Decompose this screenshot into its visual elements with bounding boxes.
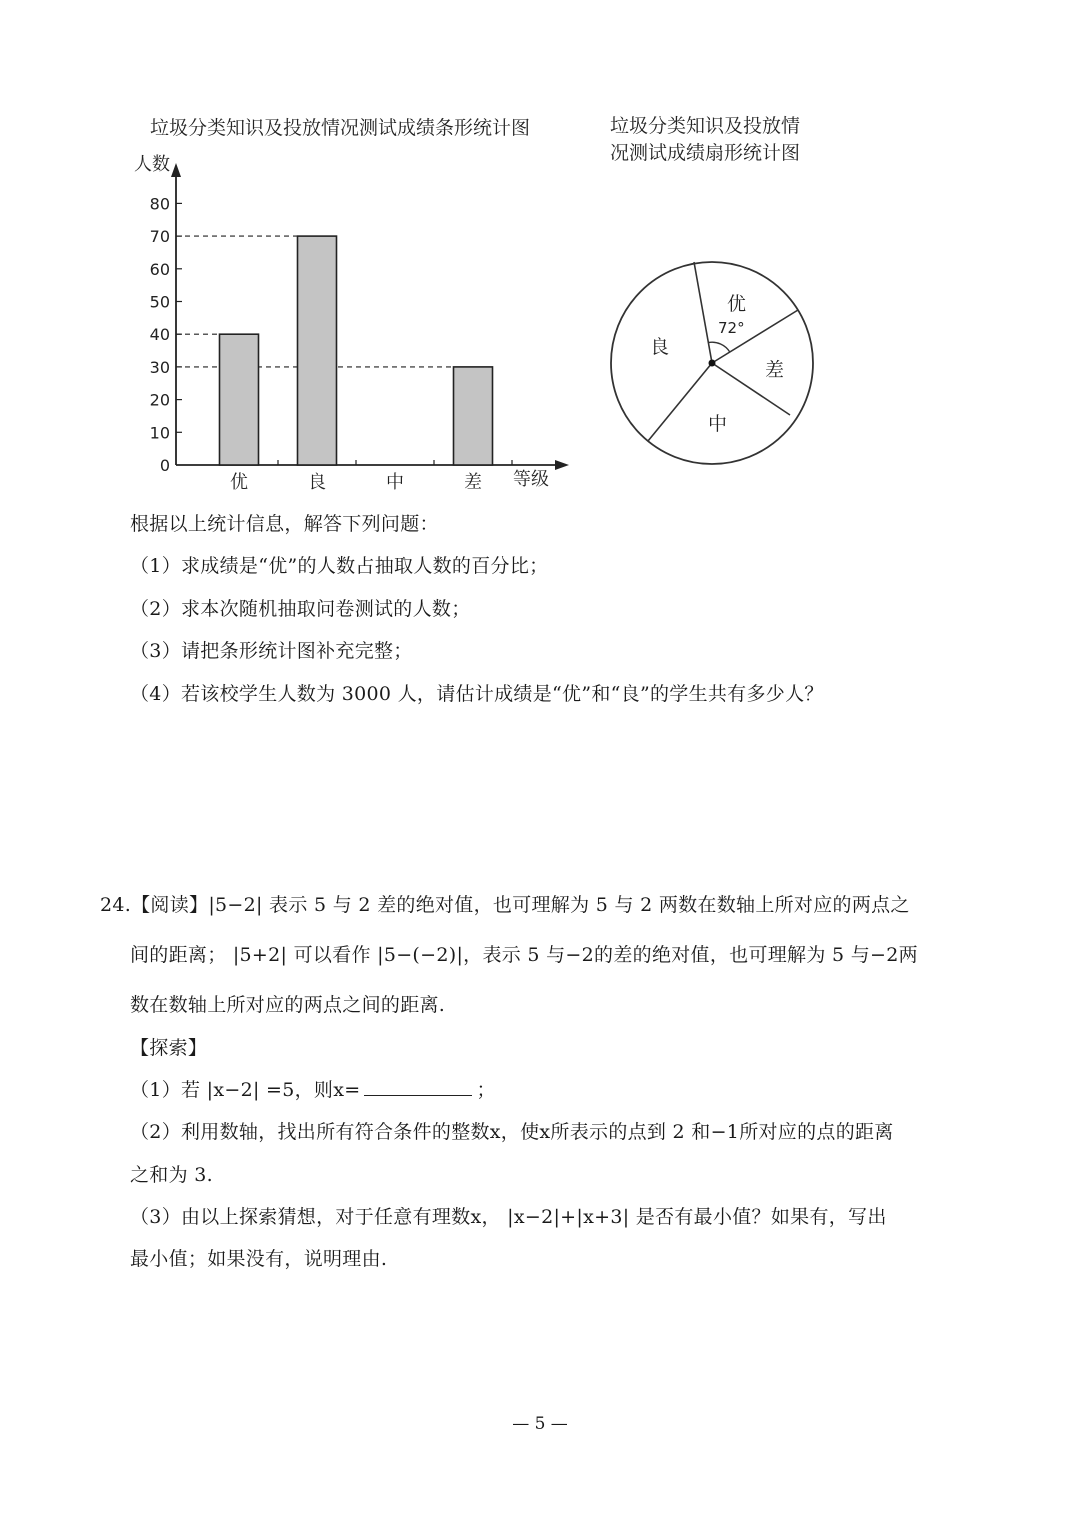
bar-chart-plot xyxy=(120,105,580,500)
bar xyxy=(220,334,259,465)
pie-title-line-1: 垃圾分类知识及投放情 xyxy=(610,115,801,137)
q23-item-1: （1）求成绩是“优”的人数占抽取人数的百分比； xyxy=(130,555,549,577)
bar xyxy=(298,236,337,465)
slice-label-you: 优 xyxy=(727,293,747,315)
x-tick-label: 优 xyxy=(230,472,248,493)
q23-item-2: （2）求本次随机抽取问卷测试的人数； xyxy=(130,598,471,620)
x-tick-label: 良 xyxy=(308,472,326,493)
q24-part-1-end: ； xyxy=(476,1079,496,1101)
q24-part-3-line-1: （3）由以上探索猜想，对于任意有理数x， |x−2|+|x+3| 是否有最小值？如果有，写出 xyxy=(130,1206,887,1228)
y-tick-label: 30 xyxy=(149,357,170,377)
x-tick-label: 中 xyxy=(386,472,404,493)
angle-arc xyxy=(708,342,729,352)
y-tick-label: 0 xyxy=(159,456,170,475)
q24-line-1: 24.【阅读】|5−2| 表示 5 与 2 差的绝对值，也可理解为 5 与 2 两数在数轴上所对应的两点之 xyxy=(100,894,910,916)
q24-part-3-line-2: 最小值；如果没有，说明理由. xyxy=(130,1248,388,1270)
bar xyxy=(454,367,493,465)
pie-center xyxy=(709,360,716,367)
y-tick-label: 80 xyxy=(149,194,170,214)
slice-label-cha: 差 xyxy=(765,359,785,381)
pie-chart-plot xyxy=(598,105,820,475)
slice-angle-label: 72° xyxy=(718,319,745,337)
q23-item-3: （3）请把条形统计图补充完整； xyxy=(130,640,413,662)
q24-line-2: 间的距离； |5+2| 可以看作 |5−(−2)|，表示 5 与−2的差的绝对值，也可理解为 5 与−2两 xyxy=(130,944,918,966)
y-tick-label: 70 xyxy=(149,227,170,247)
page-number: — 5 — xyxy=(512,1414,568,1434)
q24-part-2-line-2: 之和为 3. xyxy=(130,1164,213,1186)
y-tick-label: 10 xyxy=(149,423,170,443)
y-tick-label: 20 xyxy=(149,390,170,410)
x-axis-arrow xyxy=(555,460,569,470)
pie-divider-1 xyxy=(694,262,712,363)
y-axis-arrow xyxy=(171,163,181,177)
y-tick-label: 60 xyxy=(149,259,170,279)
q24-line-3: 数在数轴上所对应的两点之间的距离. xyxy=(130,994,446,1016)
q24-part-2-line-1: （2）利用数轴，找出所有符合条件的整数x，使x所表示的点到 2 和−1所对应的点的距离 xyxy=(130,1121,894,1143)
x-tick-label: 差 xyxy=(464,472,482,493)
pie-chart xyxy=(598,105,820,475)
slice-label-liang: 良 xyxy=(650,336,670,358)
bar-chart xyxy=(120,105,580,500)
q24-part-1-text: （1）若 |x−2| =5，则x= xyxy=(130,1079,361,1101)
q23-intro: 根据以上统计信息，解答下列问题： xyxy=(130,513,439,535)
bar-chart-title: 垃圾分类知识及投放情况测试成绩条形统计图 xyxy=(150,117,531,139)
pie-divider-4 xyxy=(648,363,712,441)
q24-part-1 xyxy=(130,1075,496,1102)
y-axis-label: 人数 xyxy=(134,154,170,175)
y-tick-label: 50 xyxy=(149,292,170,312)
x-axis-label: 等级 xyxy=(513,469,549,490)
pie-title-line-2: 况测试成绩扇形统计图 xyxy=(610,142,801,164)
y-tick-label: 40 xyxy=(149,325,170,345)
explore-heading: 【探索】 xyxy=(130,1037,208,1059)
slice-label-zhong: 中 xyxy=(708,413,728,435)
answer-blank[interactable] xyxy=(364,1077,472,1096)
q23-item-4: （4）若该校学生人数为 3000 人，请估计成绩是“优”和“良”的学生共有多少人？ xyxy=(130,683,824,705)
